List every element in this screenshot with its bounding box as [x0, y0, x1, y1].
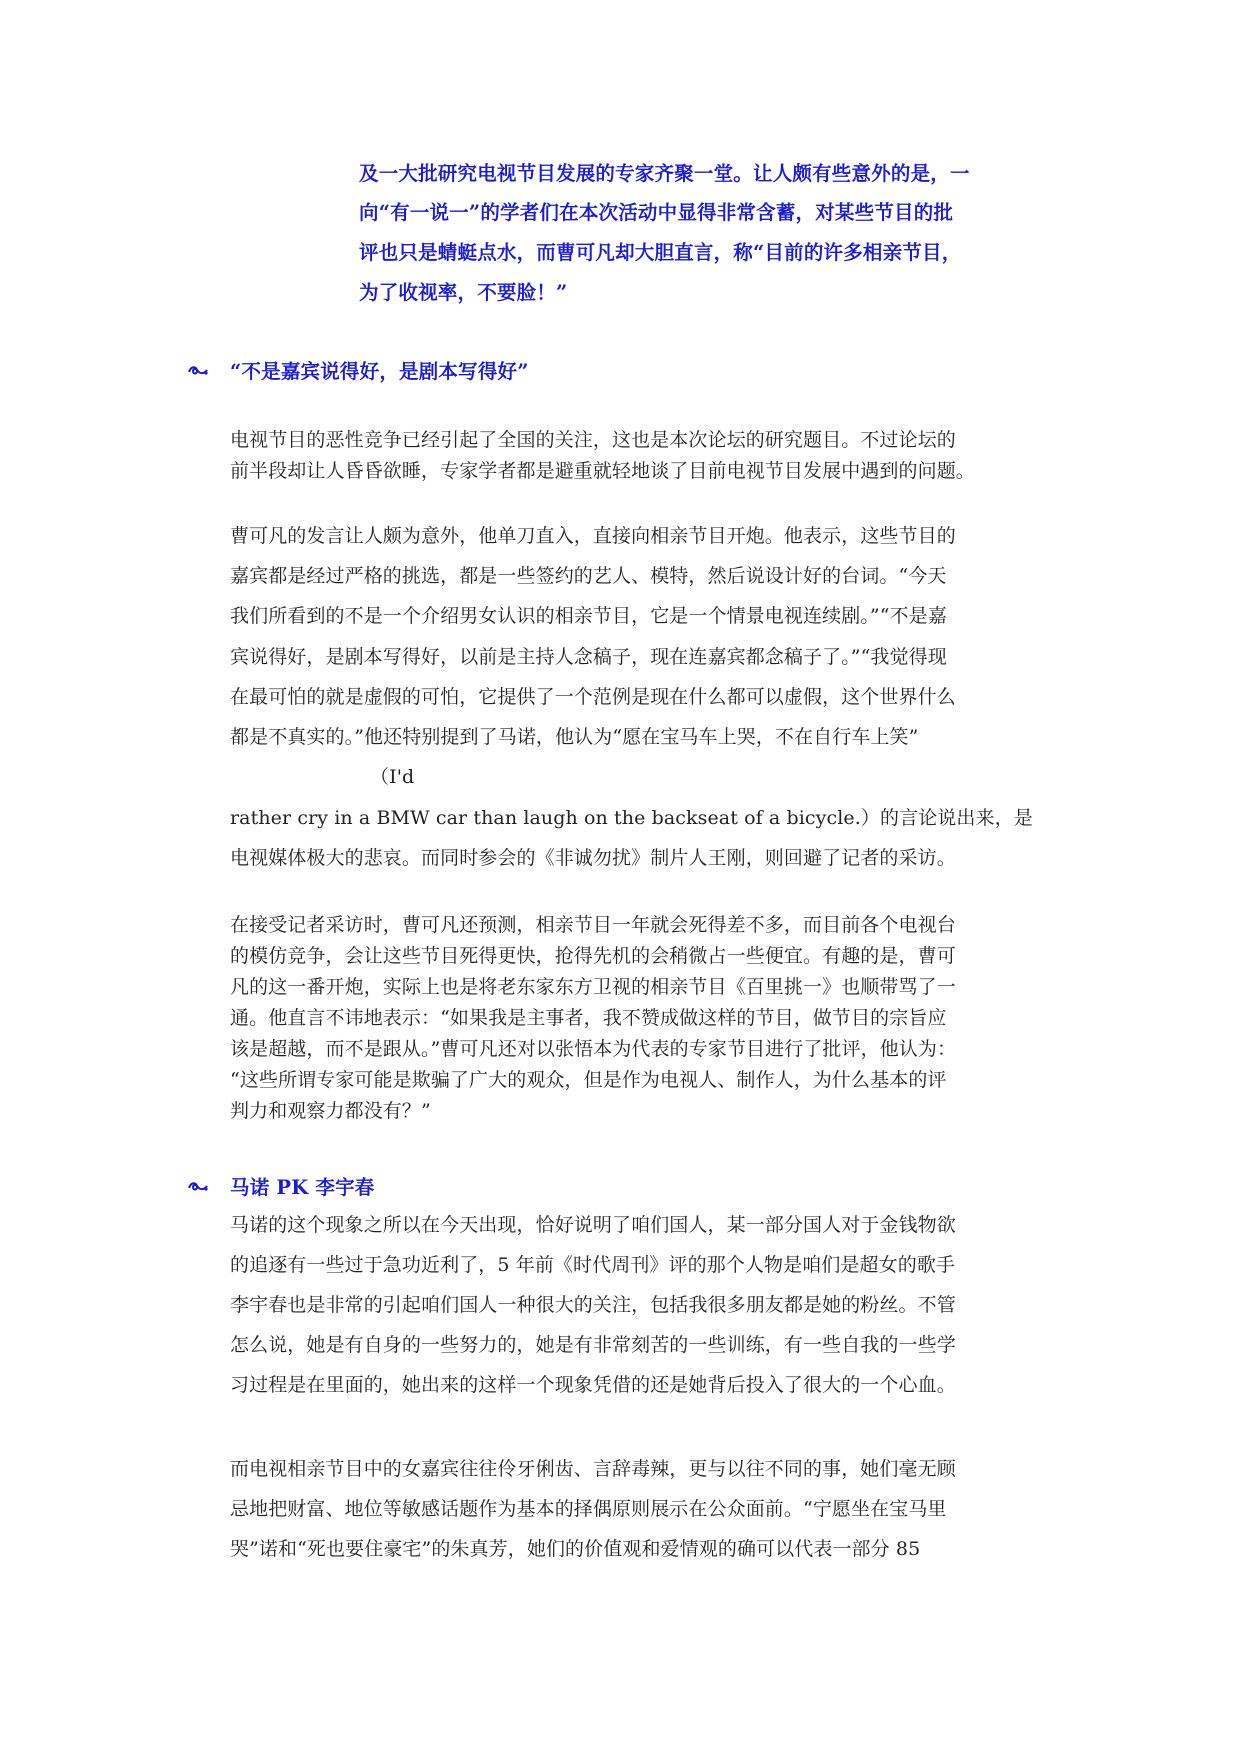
- paragraph-line: 的追逐有一些过于急功近利了，5 年前《时代周刊》评的那个人物是咱们是超女的歌手: [230, 1254, 956, 1276]
- paragraph-line: 通。他直言不讳地表示：“如果我是主事者，我不赞成做这样的节目，做节目的宗旨应: [230, 1007, 947, 1029]
- paragraph-line: 凡的这一番开炮，实际上也是将老东家东方卫视的相亲节目《百里挑一》也顺带骂了一: [230, 976, 956, 998]
- paragraph-line: 忌地把财富、地位等敏感话题作为基本的择偶原则展示在公众面前。“宁愿坐在宝马里: [230, 1498, 947, 1520]
- paragraph-line: 电视节目的恶性竞争已经引起了全国的关注，这也是本次论坛的研究题目。不过论坛的: [230, 429, 956, 451]
- paragraph-line: 判力和观察力都没有？”: [230, 1100, 431, 1122]
- paragraph-line: 习过程是在里面的，她出来的这样一个现象凭借的还是她背后投入了很大的一个心血。: [230, 1374, 956, 1396]
- paragraph-line: 马诺的这个现象之所以在今天出现，恰好说明了咱们国人，某一部分国人对于金钱物欲: [230, 1214, 956, 1236]
- paragraph-line: 曹可凡的发言让人颇为意外，他单刀直入，直接向相亲节目开炮。他表示，这些节目的: [230, 525, 956, 547]
- intro-line: 及一大批研究电视节目发展的专家齐聚一堂。让人颇有些意外的是，一: [359, 162, 970, 185]
- section-heading-text: “不是嘉宾说得好，是剧本写得好”: [230, 360, 529, 383]
- fleuron-swirl-icon: [187, 362, 209, 378]
- paragraph-line: rather cry in a BMW car than laugh on the backseat of a bicycle.）的言论说出来，是: [230, 807, 1033, 829]
- paragraph-line: 前半段却让人昏昏欲睡，专家学者都是避重就轻地谈了目前电视节目发展中遇到的问题。: [230, 460, 975, 482]
- paragraph-line: 怎么说，她是有自身的一些努力的，她是有非常刻苦的一些训练，有一些自我的一些学: [230, 1334, 956, 1356]
- paragraph-line: 电视媒体极大的悲哀。而同时参会的《非诚勿扰》制片人王刚，则回避了记者的采访。: [230, 847, 956, 869]
- intro-line: 评也只是蜻蜓点水，而曹可凡却大胆直言，称“目前的许多相亲节目，: [359, 241, 962, 264]
- intro-line: 为了收视率，不要脸！”: [359, 281, 568, 304]
- paragraph-line: 该是超越，而不是跟从。”曹可凡还对以张悟本为代表的专家节目进行了批评，他认为：: [230, 1038, 957, 1060]
- paragraph-line: 宾说得好，是剧本写得好，以前是主持人念稿子，现在连嘉宾都念稿子了。”“我觉得现: [230, 646, 947, 668]
- paragraph-line: 我们所看到的不是一个介绍男女认识的相亲节目，它是一个情景电视连续剧。”“不是嘉: [230, 605, 947, 627]
- paragraph-line: 在接受记者采访时，曹可凡还预测，相亲节目一年就会死得差不多，而目前各个电视台: [230, 914, 956, 936]
- paragraph-line: （I'd: [370, 766, 415, 788]
- paragraph-line: 而电视相亲节目中的女嘉宾往往伶牙俐齿、言辞毒辣，更与以往不同的事，她们毫无顾: [230, 1458, 956, 1480]
- paragraph-line: 在最可怕的就是虚假的可怕，它提供了一个范例是现在什么都可以虚假，这个世界什么: [230, 686, 956, 708]
- paragraph-line: 哭”诺和“死也要住豪宅”的朱真芳，她们的价值观和爱情观的确可以代表一部分 85: [230, 1538, 921, 1560]
- paragraph-line: 都是不真实的。”他还特别提到了马诺，他认为“愿在宝马车上哭，不在自行车上笑”: [230, 726, 919, 748]
- paragraph-line: 嘉宾都是经过严格的挑选，都是一些签约的艺人、模特，然后说设计好的台词。“今天: [230, 565, 947, 587]
- intro-line: 向“有一说一”的学者们在本次活动中显得非常含蓄，对某些节目的批: [359, 201, 954, 224]
- fleuron-swirl-icon: [187, 1178, 209, 1194]
- section-heading-text: 马诺 PK 李宇春: [230, 1176, 375, 1199]
- paragraph-line: 的模仿竞争，会让这些节目死得更快，抢得先机的会稍微占一些便宜。有趣的是，曹可: [230, 945, 956, 967]
- paragraph-line: “这些所谓专家可能是欺骗了广大的观众，但是作为电视人、制作人，为什么基本的评: [230, 1069, 947, 1091]
- paragraph-line: 李宇春也是非常的引起咱们国人一种很大的关注，包括我很多朋友都是她的粉丝。不管: [230, 1294, 956, 1316]
